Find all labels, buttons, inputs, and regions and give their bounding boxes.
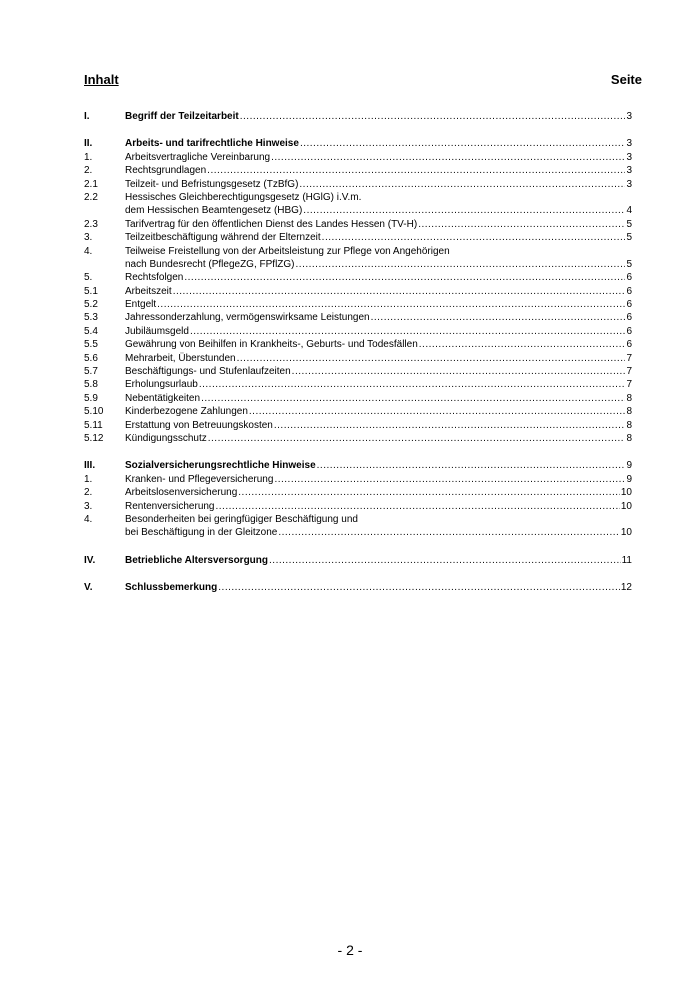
toc-entry-page: 3 xyxy=(626,151,632,163)
dot-leader xyxy=(240,110,626,123)
toc-entry-title: Teilzeit- und Befristungsgesetz (TzBfG) xyxy=(125,178,299,190)
toc-section-entry[interactable] xyxy=(84,137,632,150)
toc-entry-title: Schlussbemerkung xyxy=(125,582,218,594)
dot-leader xyxy=(201,392,625,405)
toc-entry-page: 6 xyxy=(626,339,632,351)
section-spacer xyxy=(84,567,632,581)
dot-leader xyxy=(157,298,625,311)
dot-leader xyxy=(371,311,626,324)
dot-leader xyxy=(278,526,620,539)
toc-entry-page: 7 xyxy=(626,352,632,364)
toc-entry-number: 3. xyxy=(84,232,93,244)
toc-entry-title: Entgelt xyxy=(125,299,157,311)
toc-entry-title: Arbeitszeit xyxy=(125,285,172,297)
toc-entry-page: 8 xyxy=(626,392,632,404)
toc-entry-title: Rechtsgrundlagen xyxy=(125,165,207,177)
toc-entry-page: 10 xyxy=(620,500,632,512)
toc-entry-title: Rentenversicherung xyxy=(125,500,215,512)
dot-leader xyxy=(303,204,625,217)
toc-entry-number: 5.12 xyxy=(84,432,104,444)
dot-leader xyxy=(418,218,625,231)
toc-entry-page: 3 xyxy=(626,138,632,150)
toc-entry-title: Kranken- und Pflegeversicherung xyxy=(125,473,274,485)
toc-entry[interactable] xyxy=(84,218,632,231)
toc-entry-body xyxy=(125,218,632,231)
toc-entry-body xyxy=(125,459,632,472)
toc-entry-page: 11 xyxy=(621,554,632,566)
toc-entry-title: nach Bundesrecht (PflegeZG, FPflZG) xyxy=(125,258,295,270)
dot-leader xyxy=(218,581,620,594)
toc-entry-number: III. xyxy=(84,460,96,472)
toc-entry-title: Jubiläumsgeld xyxy=(125,325,189,337)
toc-entry[interactable] xyxy=(84,298,632,311)
toc-entry-page: 8 xyxy=(626,419,632,431)
toc-entry[interactable] xyxy=(84,285,632,298)
toc-entry[interactable] xyxy=(84,178,632,191)
toc-entry-number: 5.10 xyxy=(84,406,104,418)
toc-header xyxy=(84,72,642,92)
dot-leader xyxy=(249,405,626,418)
toc-section-entry[interactable] xyxy=(84,110,632,123)
toc-entry-number: 4. xyxy=(84,245,93,257)
toc-entry-body xyxy=(125,526,632,539)
toc-entry[interactable] xyxy=(84,352,632,365)
toc-entry-number: 2. xyxy=(84,165,93,177)
toc-entry-body xyxy=(125,231,632,244)
toc-entry-page: 10 xyxy=(620,487,632,499)
toc-entry-title: bei Beschäftigung in der Gleitzone xyxy=(125,527,278,539)
toc-entry-body xyxy=(125,285,632,298)
toc-entry-number: 2. xyxy=(84,487,93,499)
toc-entry-body xyxy=(125,405,632,418)
toc-entry-body xyxy=(125,191,632,204)
toc-entry-title: Kinderbezogene Zahlungen xyxy=(125,406,248,418)
toc-entry-page: 5 xyxy=(626,218,632,230)
dot-leader xyxy=(208,432,626,445)
toc-entry-number: 5.8 xyxy=(84,379,98,391)
dot-leader xyxy=(190,325,626,338)
toc-entry[interactable] xyxy=(84,473,632,486)
toc-entry-number: 2.3 xyxy=(84,218,98,230)
toc-entry-title: Erstattung von Betreuungskosten xyxy=(125,419,273,431)
toc-entry-title: Beschäftigungs- und Stufenlaufzeiten xyxy=(125,366,291,378)
dot-leader xyxy=(237,352,626,365)
toc-section-entry[interactable] xyxy=(84,554,632,567)
toc-entry-body xyxy=(125,419,632,432)
toc-entry-number: 2.1 xyxy=(84,178,98,190)
toc-entry-page: 6 xyxy=(626,285,632,297)
toc-entry-body xyxy=(125,513,632,526)
dot-leader xyxy=(238,486,620,499)
toc-entry-number: 1. xyxy=(84,473,93,485)
toc-entry-page: 5 xyxy=(626,232,632,244)
toc-entry[interactable] xyxy=(84,311,632,324)
toc-entry[interactable] xyxy=(84,513,632,526)
dot-leader xyxy=(292,365,626,378)
section-spacer xyxy=(84,445,632,459)
dot-leader xyxy=(317,459,626,472)
toc-entry-page: 6 xyxy=(626,272,632,284)
toc-entry-number: 5.7 xyxy=(84,366,98,378)
toc-entry-page: 3 xyxy=(626,178,632,190)
section-spacer xyxy=(84,123,632,137)
dot-leader xyxy=(299,178,625,191)
toc-entry-body xyxy=(125,338,632,351)
toc-entry-body xyxy=(125,204,632,217)
dot-leader xyxy=(274,473,625,486)
dot-leader xyxy=(419,338,626,351)
toc-entry-page: 6 xyxy=(626,312,632,324)
dot-leader xyxy=(199,378,626,391)
toc-entry-title: Arbeits- und tarifrechtliche Hinweise xyxy=(125,138,299,150)
dot-leader xyxy=(216,500,620,513)
toc-entry[interactable] xyxy=(84,500,632,513)
toc-entry-title: Mehrarbeit, Überstunden xyxy=(125,352,236,364)
toc-entry-number: 5.2 xyxy=(84,299,98,311)
toc-entry-number: V. xyxy=(84,582,93,594)
toc-entry-title: Hessisches Gleichberechtigungsgesetz (HGlG) i.V.m. xyxy=(125,191,362,203)
toc-entry-page: 9 xyxy=(626,460,632,472)
page-column-heading: Seite xyxy=(610,72,642,87)
toc-entry-page: 10 xyxy=(620,527,632,539)
dot-leader xyxy=(274,419,626,432)
toc-entry-title: Kündigungsschutz xyxy=(125,432,207,444)
toc-entry-body xyxy=(125,258,632,271)
toc-section-entry[interactable] xyxy=(84,581,632,594)
toc-entry[interactable] xyxy=(84,378,632,391)
toc-entry-page: 5 xyxy=(626,258,632,270)
toc-entry-page: 8 xyxy=(626,406,632,418)
toc-entry-page: 7 xyxy=(626,366,632,378)
toc-entry-title: Nebentätigkeiten xyxy=(125,392,201,404)
toc-entry[interactable] xyxy=(84,164,632,177)
toc-entry-title: dem Hessischen Beamtengesetz (HBG) xyxy=(125,205,303,217)
toc-entry[interactable] xyxy=(84,204,632,217)
toc-entry-number: 5.6 xyxy=(84,352,98,364)
toc-entry-title: Teilweise Freistellung von der Arbeitsleistung zur Pflege von Angehörigen xyxy=(125,245,450,257)
toc-entry-number: 5.5 xyxy=(84,339,98,351)
section-spacer xyxy=(84,540,632,554)
toc-entry-number: I. xyxy=(84,111,90,122)
toc-entry-page: 7 xyxy=(626,379,632,391)
toc-entry-body xyxy=(125,486,632,499)
toc-entry-title: Tarifvertrag für den öffentlichen Dienst des Landes Hessen (TV-H) xyxy=(125,218,418,230)
toc-entry-body xyxy=(125,325,632,338)
toc-entry[interactable] xyxy=(84,271,632,284)
toc-entry-body xyxy=(125,392,632,405)
toc-entry-number: 5.3 xyxy=(84,312,98,324)
toc-entry-number: 1. xyxy=(84,151,93,163)
toc-entry-page: 6 xyxy=(626,325,632,337)
toc-entry-page: 4 xyxy=(626,205,632,217)
toc-entry[interactable] xyxy=(84,191,632,204)
toc-entry-title: Sozialversicherungsrechtliche Hinweise xyxy=(125,460,316,472)
toc-entry-body xyxy=(125,164,632,177)
toc-entry-body xyxy=(125,178,632,191)
toc-entry[interactable] xyxy=(84,526,632,539)
dot-leader xyxy=(271,151,625,164)
toc-entry-number: 5.9 xyxy=(84,392,98,404)
toc-entry-body xyxy=(125,137,632,150)
dot-leader xyxy=(207,164,625,177)
toc-entry-number: 5.11 xyxy=(84,419,103,431)
toc-entry-number: II. xyxy=(84,138,93,150)
dot-leader xyxy=(184,271,625,284)
dot-leader xyxy=(269,554,621,567)
toc-entry[interactable] xyxy=(84,151,632,164)
toc-entry-number: 2.2 xyxy=(84,191,98,203)
toc-entry-body xyxy=(125,432,632,445)
toc-entry-number: 5.4 xyxy=(84,325,98,337)
table-of-contents xyxy=(84,110,632,595)
toc-entry-title: Gewährung von Beihilfen in Krankheits-, Geburts- und Todesfällen xyxy=(125,339,418,351)
toc-entry-number: 3. xyxy=(84,500,93,512)
page-number: - 2 - xyxy=(337,942,363,958)
dot-leader xyxy=(296,258,626,271)
toc-entry-title: Erholungsurlaub xyxy=(125,379,198,391)
toc-entry-body xyxy=(125,298,632,311)
toc-entry-body xyxy=(125,151,632,164)
toc-entry-body xyxy=(125,245,632,258)
toc-entry[interactable] xyxy=(84,405,632,418)
toc-entry[interactable] xyxy=(84,258,632,271)
toc-entry[interactable] xyxy=(84,338,632,351)
toc-entry-body xyxy=(125,311,632,324)
toc-entry-page: 8 xyxy=(626,432,632,444)
toc-entry-page: 9 xyxy=(626,473,632,485)
toc-entry[interactable] xyxy=(84,325,632,338)
toc-entry-page: 3 xyxy=(626,111,632,122)
toc-entry-page: 12 xyxy=(620,582,632,594)
toc-entry-body xyxy=(125,110,632,123)
toc-entry-title: Betriebliche Altersversorgung xyxy=(125,554,269,566)
toc-entry-title: Jahressonderzahlung, vermögenswirksame Leistungen xyxy=(125,312,370,324)
toc-entry-body xyxy=(125,378,632,391)
dot-leader xyxy=(322,231,626,244)
toc-entry-body xyxy=(125,352,632,365)
toc-entry-body xyxy=(125,581,632,594)
toc-entry[interactable] xyxy=(84,365,632,378)
dot-leader xyxy=(300,137,626,150)
toc-entry-title: Teilzeitbeschäftigung während der Elternzeit xyxy=(125,232,321,244)
toc-entry-number: 4. xyxy=(84,513,93,525)
toc-entry[interactable] xyxy=(84,486,632,499)
toc-entry[interactable] xyxy=(84,432,632,445)
toc-entry-page: 3 xyxy=(626,165,632,177)
toc-entry-title: Arbeitslosenversicherung xyxy=(125,487,238,499)
toc-entry-body xyxy=(125,554,632,567)
toc-entry[interactable] xyxy=(84,245,632,258)
toc-entry-title: Rechtsfolgen xyxy=(125,272,184,284)
toc-entry-body xyxy=(125,365,632,378)
toc-entry-body xyxy=(125,271,632,284)
toc-heading: Inhalt xyxy=(84,72,119,87)
toc-entry[interactable] xyxy=(84,392,632,405)
toc-entry-page: 6 xyxy=(626,299,632,311)
dot-leader xyxy=(173,285,626,298)
toc-section-entry[interactable] xyxy=(84,459,632,472)
toc-entry-body xyxy=(125,500,632,513)
toc-entry-number: IV. xyxy=(84,554,96,566)
toc-entry-body xyxy=(125,473,632,486)
toc-entry-title: Besonderheiten bei geringfügiger Beschäftigung und xyxy=(125,513,358,525)
toc-entry-title: Begriff der Teilzeitarbeit xyxy=(125,111,239,122)
toc-entry-title: Arbeitsvertragliche Vereinbarung xyxy=(125,151,271,163)
toc-entry[interactable] xyxy=(84,419,632,432)
toc-entry-number: 5. xyxy=(84,272,93,284)
toc-entry-number: 5.1 xyxy=(84,285,98,297)
toc-entry[interactable] xyxy=(84,231,632,244)
